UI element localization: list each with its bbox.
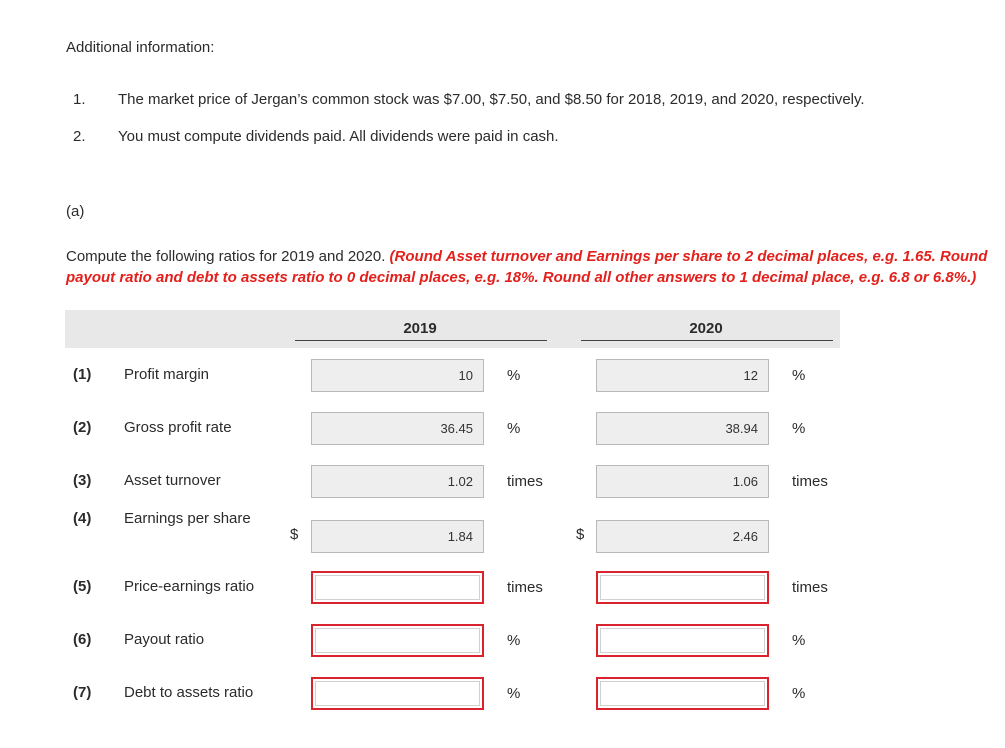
unit-label-2020: % — [792, 367, 806, 384]
answer-input-2020[interactable]: 2.46 — [596, 520, 769, 553]
answer-input-2020[interactable] — [596, 571, 769, 604]
row-label: Payout ratio — [124, 631, 205, 648]
unit-label-2020: % — [792, 632, 806, 649]
row-number: (3) — [73, 472, 92, 489]
answer-input-2020[interactable]: 12 — [596, 359, 769, 392]
answer-input-2019[interactable]: 36.45 — [311, 412, 484, 445]
additional-info-heading: Additional information: — [66, 39, 215, 56]
note-number-1: 1. — [73, 91, 86, 108]
table-header — [65, 310, 840, 348]
row-label: Asset turnover — [124, 472, 221, 489]
row-label: Price-earnings ratio — [124, 578, 255, 595]
answer-input-2020[interactable] — [596, 624, 769, 657]
row-label: Profit margin — [124, 366, 210, 383]
unit-label-2020: times — [792, 473, 828, 490]
answer-input-2020[interactable] — [596, 677, 769, 710]
note-text-2: You must compute dividends paid. All dividends were paid in cash. — [118, 128, 559, 145]
note-number-2: 2. — [73, 128, 86, 145]
header-underline-2019 — [295, 340, 547, 341]
header-underline-2020 — [581, 340, 833, 341]
answer-input-2019[interactable] — [311, 677, 484, 710]
unit-label-2020: % — [792, 420, 806, 437]
unit-label-2019: % — [507, 367, 521, 384]
row-label: Earnings per share — [124, 510, 251, 527]
unit-label-2020: times — [792, 579, 828, 596]
note-text-1: The market price of Jergan’s common stock was $7.00, $7.50, and $8.50 for 2018, 2019, and 2020, respectively. — [118, 91, 865, 108]
row-number: (1) — [73, 366, 92, 383]
answer-input-2019[interactable]: 10 — [311, 359, 484, 392]
row-number: (6) — [73, 631, 92, 648]
unit-label-2019: % — [507, 632, 521, 649]
unit-label-2019: % — [507, 685, 521, 702]
row-number: (7) — [73, 684, 92, 701]
row-label: Debt to assets ratio — [124, 684, 254, 701]
unit-label-2019: % — [507, 420, 521, 437]
answer-input-2019[interactable]: 1.84 — [311, 520, 484, 553]
answer-input-2020[interactable]: 38.94 — [596, 412, 769, 445]
unit-label-2019: times — [507, 579, 543, 596]
answer-input-2019[interactable] — [311, 571, 484, 604]
unit-label-2020: % — [792, 685, 806, 702]
part-label: (a) — [66, 203, 85, 220]
instruction-plain: Compute the following ratios for 2019 and 2020. — [66, 248, 390, 265]
row-number: (4) — [73, 510, 92, 527]
answer-input-2019[interactable]: 1.02 — [311, 465, 484, 498]
unit-label-2019: times — [507, 473, 543, 490]
row-number: (5) — [73, 578, 92, 595]
row-label: Gross profit rate — [124, 419, 232, 436]
instructions — [66, 246, 1001, 288]
row-number: (2) — [73, 419, 92, 436]
instruction-rounding-note: (Round Asset turnover and Earnings per share to 2 decimal places, e.g. 1.65. Round payout ratio and debt to assets ratio to 0 decimal places, e.g. 18%. Round all other answers to 1 decimal place, e.g. 6.8 or 6.8%.) — [66, 248, 988, 286]
dollar-sign-2020: $ — [576, 526, 585, 543]
dollar-sign-2019: $ — [290, 526, 299, 543]
column-header-2019: 2019 — [403, 320, 437, 337]
column-header-2020: 2020 — [689, 320, 723, 337]
answer-input-2020[interactable]: 1.06 — [596, 465, 769, 498]
answer-input-2019[interactable] — [311, 624, 484, 657]
